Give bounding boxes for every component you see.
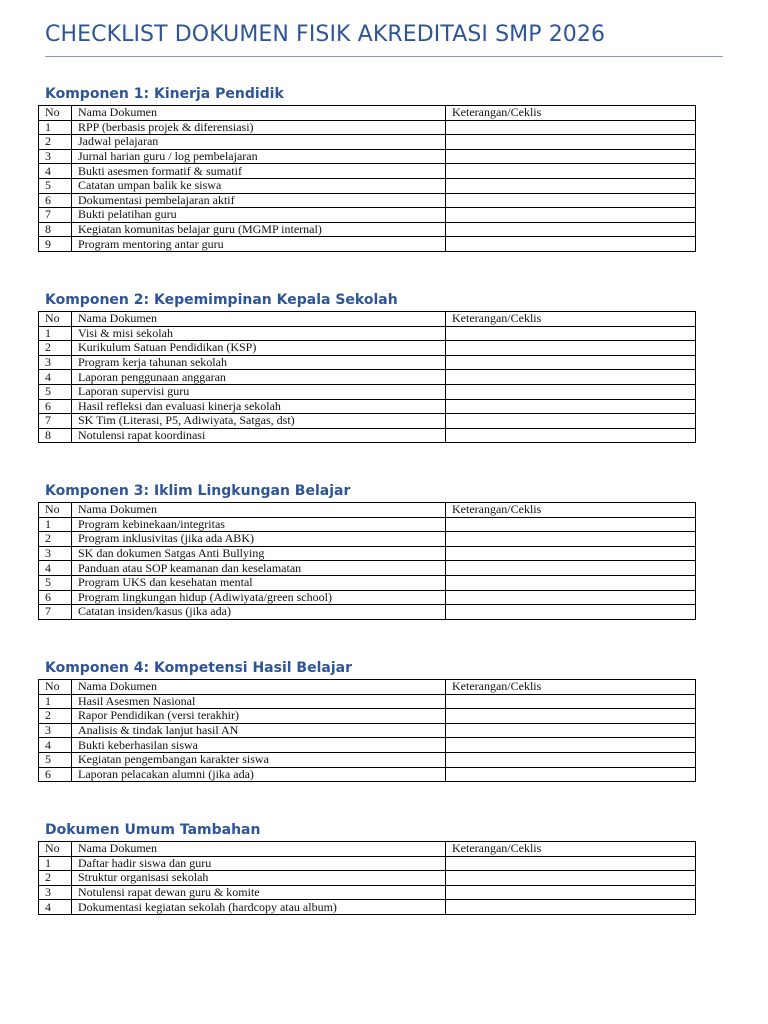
table-row xyxy=(39,871,696,886)
document-name-cell: Kegiatan pengembangan karakter siswa xyxy=(72,752,446,767)
header-note-cell: Keterangan/Ceklis xyxy=(446,842,696,857)
header-no-cell: No xyxy=(39,312,72,327)
row-number-cell: 7 xyxy=(39,208,72,223)
document-name-cell: Hasil Asesmen Nasional xyxy=(72,694,446,709)
document-name-cell: Program lingkungan hidup (Adiwiyata/green school) xyxy=(72,590,446,605)
checklist-note-cell[interactable] xyxy=(446,561,696,576)
section-komponen-4 xyxy=(38,660,695,782)
document-name-cell: Program inklusivitas (jika ada ABK) xyxy=(72,532,446,547)
checklist-note-cell[interactable] xyxy=(446,164,696,179)
section-dokumen-umum xyxy=(38,822,695,915)
checklist-note-cell[interactable] xyxy=(446,856,696,871)
table-row xyxy=(39,384,696,399)
table-row xyxy=(39,752,696,767)
row-number-cell: 6 xyxy=(39,399,72,414)
row-number-cell: 6 xyxy=(39,767,72,782)
header-name-cell: Nama Dokumen xyxy=(72,680,446,695)
table-row xyxy=(39,399,696,414)
table-row xyxy=(39,341,696,356)
document-name-cell: Laporan penggunaan anggaran xyxy=(72,370,446,385)
table-row xyxy=(39,738,696,753)
row-number-cell: 6 xyxy=(39,193,72,208)
section-heading: Komponen 1: Kinerja Pendidik xyxy=(45,86,284,102)
row-number-cell: 5 xyxy=(39,752,72,767)
checklist-table xyxy=(38,679,696,782)
checklist-note-cell[interactable] xyxy=(446,149,696,164)
header-no-cell: No xyxy=(39,503,72,518)
section-heading: Komponen 4: Kompetensi Hasil Belajar xyxy=(45,660,352,676)
table-row xyxy=(39,326,696,341)
checklist-table xyxy=(38,311,696,443)
table-row xyxy=(39,767,696,782)
table-row xyxy=(39,900,696,915)
row-number-cell: 2 xyxy=(39,709,72,724)
document-name-cell: Notulensi rapat koordinasi xyxy=(72,428,446,443)
table-row xyxy=(39,546,696,561)
document-name-cell: Bukti pelatihan guru xyxy=(72,208,446,223)
table-header-row xyxy=(39,842,696,857)
table-header-row xyxy=(39,680,696,695)
row-number-cell: 1 xyxy=(39,856,72,871)
document-name-cell: Kurikulum Satuan Pendidikan (KSP) xyxy=(72,341,446,356)
checklist-note-cell[interactable] xyxy=(446,135,696,150)
checklist-note-cell[interactable] xyxy=(446,900,696,915)
table-row xyxy=(39,355,696,370)
document-name-cell: Jurnal harian guru / log pembelajaran xyxy=(72,149,446,164)
row-number-cell: 1 xyxy=(39,120,72,135)
row-number-cell: 3 xyxy=(39,149,72,164)
row-number-cell: 9 xyxy=(39,237,72,252)
document-name-cell: Catatan insiden/kasus (jika ada) xyxy=(72,605,446,620)
document-name-cell: Daftar hadir siswa dan guru xyxy=(72,856,446,871)
row-number-cell: 5 xyxy=(39,575,72,590)
checklist-note-cell[interactable] xyxy=(446,885,696,900)
table-row xyxy=(39,590,696,605)
table-row xyxy=(39,561,696,576)
checklist-note-cell[interactable] xyxy=(446,694,696,709)
table-row xyxy=(39,517,696,532)
checklist-note-cell[interactable] xyxy=(446,208,696,223)
table-row xyxy=(39,414,696,429)
row-number-cell: 4 xyxy=(39,738,72,753)
document-name-cell: Catatan umpan balik ke siswa xyxy=(72,178,446,193)
checklist-note-cell[interactable] xyxy=(446,414,696,429)
document-name-cell: Program mentoring antar guru xyxy=(72,237,446,252)
checklist-note-cell[interactable] xyxy=(446,399,696,414)
row-number-cell: 8 xyxy=(39,428,72,443)
row-number-cell: 7 xyxy=(39,605,72,620)
table-row xyxy=(39,222,696,237)
header-no-cell: No xyxy=(39,680,72,695)
document-name-cell: Hasil refleksi dan evaluasi kinerja sekolah xyxy=(72,399,446,414)
table-row xyxy=(39,178,696,193)
checklist-table xyxy=(38,502,696,620)
table-header-row xyxy=(39,312,696,327)
document-name-cell: Program kebinekaan/integritas xyxy=(72,517,446,532)
section-heading: Dokumen Umum Tambahan xyxy=(45,822,261,838)
row-number-cell: 4 xyxy=(39,900,72,915)
table-row xyxy=(39,149,696,164)
table-row xyxy=(39,532,696,547)
header-note-cell: Keterangan/Ceklis xyxy=(446,503,696,518)
checklist-note-cell[interactable] xyxy=(446,384,696,399)
document-name-cell: Program UKS dan kesehatan mental xyxy=(72,575,446,590)
checklist-note-cell[interactable] xyxy=(446,752,696,767)
row-number-cell: 2 xyxy=(39,871,72,886)
checklist-note-cell[interactable] xyxy=(446,575,696,590)
document-name-cell: Bukti asesmen formatif & sumatif xyxy=(72,164,446,179)
table-row xyxy=(39,605,696,620)
checklist-note-cell[interactable] xyxy=(446,738,696,753)
checklist-note-cell[interactable] xyxy=(446,590,696,605)
header-note-cell: Keterangan/Ceklis xyxy=(446,680,696,695)
row-number-cell: 4 xyxy=(39,164,72,179)
table-row xyxy=(39,135,696,150)
table-header-row xyxy=(39,503,696,518)
table-row xyxy=(39,709,696,724)
header-name-cell: Nama Dokumen xyxy=(72,312,446,327)
row-number-cell: 3 xyxy=(39,546,72,561)
checklist-note-cell[interactable] xyxy=(446,178,696,193)
checklist-note-cell[interactable] xyxy=(446,871,696,886)
table-row xyxy=(39,885,696,900)
row-number-cell: 1 xyxy=(39,326,72,341)
table-row xyxy=(39,694,696,709)
row-number-cell: 1 xyxy=(39,517,72,532)
header-note-cell: Keterangan/Ceklis xyxy=(446,312,696,327)
document-name-cell: Dokumentasi pembelajaran aktif xyxy=(72,193,446,208)
checklist-note-cell[interactable] xyxy=(446,193,696,208)
header-name-cell: Nama Dokumen xyxy=(72,503,446,518)
checklist-table xyxy=(38,841,696,915)
checklist-note-cell[interactable] xyxy=(446,237,696,252)
section-heading: Komponen 2: Kepemimpinan Kepala Sekolah xyxy=(45,292,398,308)
row-number-cell: 8 xyxy=(39,222,72,237)
document-name-cell: Laporan supervisi guru xyxy=(72,384,446,399)
section-komponen-3 xyxy=(38,483,695,620)
checklist-note-cell[interactable] xyxy=(446,723,696,738)
section-komponen-2 xyxy=(38,292,695,443)
table-header-row xyxy=(39,106,696,121)
checklist-note-cell[interactable] xyxy=(446,767,696,782)
checklist-note-cell[interactable] xyxy=(446,605,696,620)
row-number-cell: 6 xyxy=(39,590,72,605)
checklist-table xyxy=(38,105,696,252)
document-name-cell: SK dan dokumen Satgas Anti Bullying xyxy=(72,546,446,561)
row-number-cell: 3 xyxy=(39,723,72,738)
checklist-note-cell[interactable] xyxy=(446,709,696,724)
document-name-cell: SK Tim (Literasi, P5, Adiwiyata, Satgas, dst) xyxy=(72,414,446,429)
table-row xyxy=(39,575,696,590)
document-name-cell: Laporan pelacakan alumni (jika ada) xyxy=(72,767,446,782)
row-number-cell: 2 xyxy=(39,135,72,150)
document-name-cell: Jadwal pelajaran xyxy=(72,135,446,150)
table-row xyxy=(39,723,696,738)
header-name-cell: Nama Dokumen xyxy=(72,842,446,857)
checklist-note-cell[interactable] xyxy=(446,120,696,135)
document-name-cell: Notulensi rapat dewan guru & komite xyxy=(72,885,446,900)
section-komponen-1 xyxy=(38,86,695,252)
row-number-cell: 5 xyxy=(39,178,72,193)
document-name-cell: Panduan atau SOP keamanan dan keselamatan xyxy=(72,561,446,576)
row-number-cell: 1 xyxy=(39,694,72,709)
document-name-cell: Struktur organisasi sekolah xyxy=(72,871,446,886)
checklist-note-cell[interactable] xyxy=(446,532,696,547)
table-row xyxy=(39,193,696,208)
header-note-cell: Keterangan/Ceklis xyxy=(446,106,696,121)
table-row xyxy=(39,428,696,443)
document-name-cell: Analisis & tindak lanjut hasil AN xyxy=(72,723,446,738)
row-number-cell: 4 xyxy=(39,370,72,385)
document-name-cell: RPP (berbasis projek & diferensiasi) xyxy=(72,120,446,135)
table-row xyxy=(39,370,696,385)
row-number-cell: 7 xyxy=(39,414,72,429)
table-row xyxy=(39,856,696,871)
row-number-cell: 4 xyxy=(39,561,72,576)
checklist-note-cell[interactable] xyxy=(446,517,696,532)
document-name-cell: Rapor Pendidikan (versi terakhir) xyxy=(72,709,446,724)
row-number-cell: 3 xyxy=(39,355,72,370)
checklist-note-cell[interactable] xyxy=(446,355,696,370)
checklist-note-cell[interactable] xyxy=(446,326,696,341)
header-no-cell: No xyxy=(39,842,72,857)
header-name-cell: Nama Dokumen xyxy=(72,106,446,121)
header-no-cell: No xyxy=(39,106,72,121)
checklist-note-cell[interactable] xyxy=(446,341,696,356)
row-number-cell: 2 xyxy=(39,532,72,547)
checklist-note-cell[interactable] xyxy=(446,370,696,385)
title-underline xyxy=(45,56,723,57)
document-title: CHECKLIST DOKUMEN FISIK AKREDITASI SMP 2026 xyxy=(45,22,606,47)
checklist-note-cell[interactable] xyxy=(446,546,696,561)
table-row xyxy=(39,237,696,252)
document-name-cell: Dokumentasi kegiatan sekolah (hardcopy atau album) xyxy=(72,900,446,915)
row-number-cell: 2 xyxy=(39,341,72,356)
table-row xyxy=(39,120,696,135)
section-heading: Komponen 3: Iklim Lingkungan Belajar xyxy=(45,483,351,499)
document-name-cell: Program kerja tahunan sekolah xyxy=(72,355,446,370)
row-number-cell: 3 xyxy=(39,885,72,900)
document-name-cell: Bukti keberhasilan siswa xyxy=(72,738,446,753)
table-row xyxy=(39,164,696,179)
checklist-note-cell[interactable] xyxy=(446,428,696,443)
row-number-cell: 5 xyxy=(39,384,72,399)
checklist-note-cell[interactable] xyxy=(446,222,696,237)
document-name-cell: Visi & misi sekolah xyxy=(72,326,446,341)
document-name-cell: Kegiatan komunitas belajar guru (MGMP internal) xyxy=(72,222,446,237)
table-row xyxy=(39,208,696,223)
